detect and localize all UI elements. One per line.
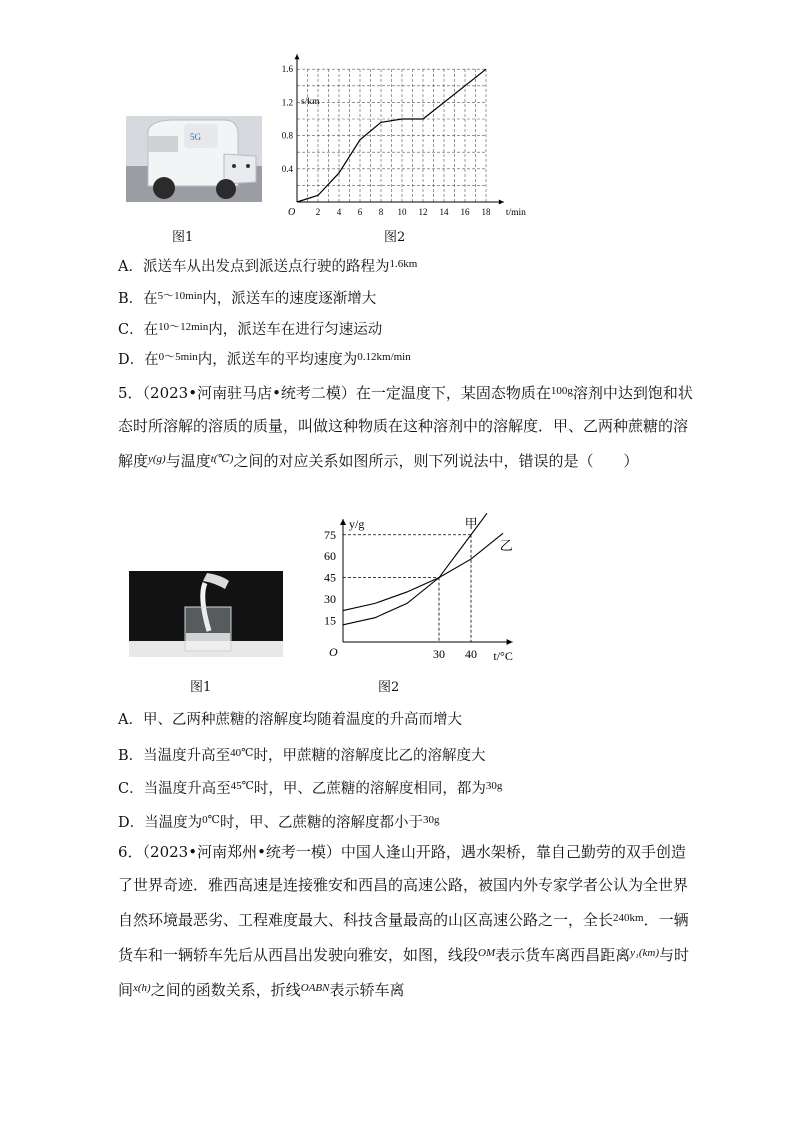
x-tick-label: 10	[397, 207, 407, 217]
y-tick-label: 45	[324, 570, 336, 585]
q4-option-a: A．派送车从出发点到派送点行驶的路程为$^{1.6km}$	[118, 258, 418, 275]
x-tick-label: 12	[418, 207, 428, 217]
beaker-photo	[129, 571, 283, 657]
q5-solubility-chart	[310, 514, 513, 664]
x-axis-label: t/°C	[493, 649, 513, 663]
x-axis-arrow	[507, 639, 513, 645]
q5-fig2-caption: 图2	[378, 680, 400, 695]
x-tick-label: 2	[315, 207, 321, 217]
q5-option-d: D．当温度为$^{0℃}$时，甲、乙蔗糖的溶解度都小于$^{30g}$	[118, 814, 440, 831]
x-tick-label: 4	[336, 207, 342, 217]
q4-option-c: C．在$^{10\sim 12min}$内，派送车在进行匀速运动	[118, 321, 383, 338]
x-tick-label: 6	[357, 207, 363, 217]
q4-fig1-caption: 图1	[172, 230, 194, 245]
x-axis-arrow	[499, 200, 504, 205]
q4-option-d: D．在$^{0\sim 5min}$内，派送车的平均速度为$^{0.12km/min}$	[118, 351, 411, 368]
origin-label: O	[288, 207, 296, 218]
q6-stem: 6．（2023•河南郑州•统考一模）中国人逢山开路，遇水架桥，靠自己勤劳的双手创造了世界奇迹．雅西高速是连接雅安和西昌的高速公路，被国内外专家学者公认为全世界自然环境最恶劣、工程难度最大、科技含量最高的山区高速公路之一，全长$^{240km}$．一辆货车和一辆轿车先后从西昌出发驶向雅安，如图，线段$^{OM}$表示货车离西昌距离$^{y_1(km)}$与时间$^{x(h)}$之间的函数关系，折线$^{OABN}$表示轿车离	[118, 843, 690, 999]
series-yi-label: 乙	[499, 538, 513, 553]
x-tick-label: 18	[481, 207, 491, 217]
y-axis-label: s/km	[301, 97, 320, 107]
y-tick-label: 15	[324, 613, 336, 628]
q4-fig2-caption: 图2	[384, 230, 406, 245]
y-tick-label: 1.6	[281, 64, 293, 75]
x-tick-label: 16	[460, 207, 470, 217]
q4-distance-time-chart	[275, 64, 530, 220]
y-axis-label: y/g	[349, 517, 365, 531]
x-tick-label: 14	[439, 207, 449, 217]
delivery-vehicle-photo	[126, 116, 262, 202]
y-tick-label: 75	[324, 527, 336, 542]
y-tick-label: 1.2	[281, 97, 293, 108]
beaker-illustration	[129, 571, 283, 657]
delivery-vehicle-illustration	[126, 116, 262, 202]
q5-option-b: B．当温度升高至$^{40℃}$时，甲蔗糖的溶解度比乙的溶解度大	[118, 747, 486, 764]
x-tick-label: 40	[465, 647, 477, 661]
x-axis-label: t/min	[505, 208, 526, 218]
x-tick-label: 30	[433, 647, 445, 661]
q5-option-c: C．当温度升高至$^{45℃}$时，甲、乙蔗糖的溶解度相同，都为$^{30g}$	[118, 780, 503, 797]
vehicle-badge: 5G	[190, 132, 201, 142]
q5-fig1-caption: 图1	[190, 680, 212, 695]
origin-label: O	[329, 645, 338, 659]
y-tick-label: 0.8	[281, 130, 293, 141]
y-tick-label: 30	[324, 592, 336, 607]
y-axis-arrow	[295, 54, 300, 59]
y-axis-arrow	[340, 519, 346, 525]
series-jia-label: 甲	[464, 516, 478, 531]
x-tick-label: 8	[378, 207, 384, 217]
q5-option-a: A．甲、乙两种蔗糖的溶解度均随着温度的升高而增大	[118, 712, 462, 728]
y-tick-label: 60	[324, 549, 336, 564]
q5-stem: 5．（2023•河南驻马店•统考二模）在一定温度下，某固态物质在$^{100g}$溶剂中达到饱和状态时所溶解的溶质的质量，叫做这种物质在这种溶剂中的溶解度．甲、乙两种蔗糖的溶解度$^{y(g)}$与温度$^{t(℃)}$之间的对应关系如图所示，则下列说法中，错误的是（ ）	[118, 384, 693, 470]
y-tick-label: 0.4	[281, 163, 293, 174]
series-yi-curve	[343, 533, 503, 610]
q4-option-b: B．在$^{5\sim 10min}$内，派送车的速度逐渐增大	[118, 290, 377, 307]
